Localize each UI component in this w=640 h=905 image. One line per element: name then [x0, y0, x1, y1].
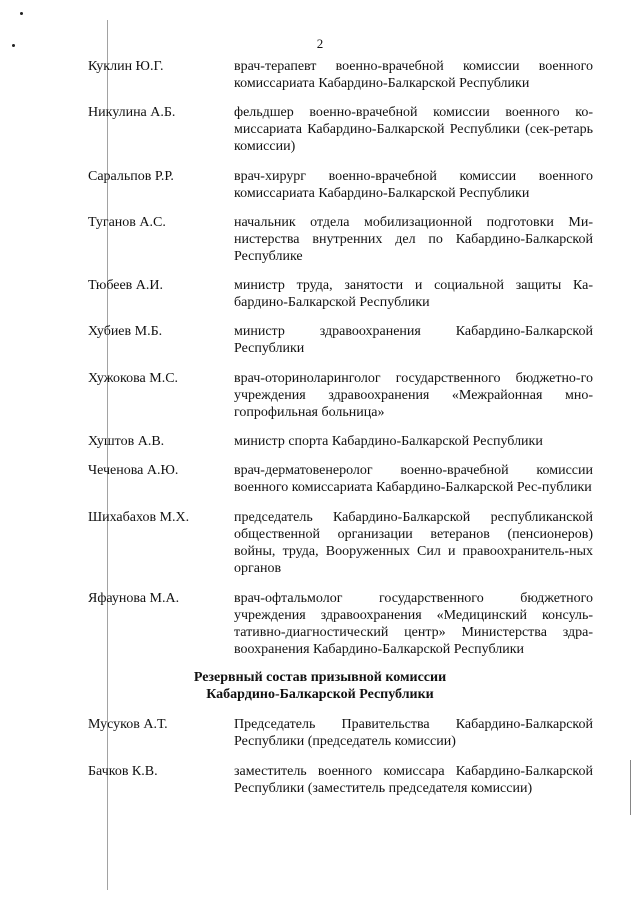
member-row: [88, 168, 593, 202]
scan-speck: [20, 12, 23, 15]
member-role: Председатель Правительства Кабардино-Балкарской Республики (председатель комиссии): [234, 717, 593, 749]
member-role: врач-дерматовенеролог военно-врачебной комиссии военного комиссариата Кабардино-Балкарской Рес-публики: [234, 463, 593, 495]
member-name: Хубиев М.Б.: [88, 324, 163, 339]
commission-member-list: [88, 58, 593, 658]
reserve-heading-line: Резервный состав призывной комиссии: [193, 670, 447, 685]
member-name: Яфаунова М.А.: [88, 591, 180, 606]
member-row: [88, 462, 593, 496]
reserve-heading-line: Кабардино-Балкарской Республики: [206, 687, 434, 702]
member-role: начальник отдела мобилизационной подготовки Ми-нистерства внутренних дел по Кабардино-Балкарской Республике: [234, 215, 593, 264]
member-name: Хужокова М.С.: [88, 371, 179, 386]
reserve-member-row: [88, 716, 593, 750]
member-role: председатель Кабардино-Балкарской республиканской общественной организации ветеранов (пенсионеров) войны, труда, Вооруженных Сил и правоохранитель-ных органов: [234, 510, 593, 576]
member-role: министр здравоохранения Кабардино-Балкарской Республики: [234, 324, 593, 356]
member-role: врач-оториноларинголог государственного бюджетно-го учреждения здравоохранения «Межрайонная мно-гопрофильная больница»: [234, 371, 593, 420]
member-row: [88, 370, 593, 421]
member-role: врач-хирург военно-врачебной комиссии военного комиссариата Кабардино-Балкарской Республики: [234, 169, 593, 201]
member-role: министр спорта Кабардино-Балкарской Республики: [234, 434, 543, 449]
member-name: Тюбеев А.И.: [88, 278, 164, 293]
member-row: [88, 104, 593, 155]
member-role: министр труда, занятости и социальной защиты Ка-бардино-Балкарской Республики: [234, 278, 593, 310]
member-name: Куклин Ю.Г.: [88, 59, 164, 74]
member-name: Хуштов А.В.: [88, 434, 165, 449]
member-name: Саральпов Р.Р.: [88, 169, 174, 184]
member-row: [88, 509, 593, 577]
page-number: 2: [316, 36, 324, 51]
member-name: Чеченова А.Ю.: [88, 463, 179, 478]
member-row: [88, 58, 593, 92]
member-role: фельдшер военно-врачебной комиссии военного ко-миссариата Кабардино-Балкарской Республики (сек-ретарь комиссии): [234, 105, 593, 154]
member-row: [88, 590, 593, 658]
reserve-member-list: [88, 716, 593, 797]
member-row: [88, 433, 593, 450]
member-row: [88, 214, 593, 265]
member-role: врач-терапевт военно-врачебной комиссии военного комиссариата Кабардино-Балкарской Республики: [234, 59, 593, 91]
member-role: заместитель военного комиссара Кабардино-Балкарской Республики (заместитель председателя комиссии): [234, 764, 593, 796]
member-row: [88, 277, 593, 311]
member-row: [88, 323, 593, 357]
member-name: Бачков К.В.: [88, 764, 158, 779]
member-name: Никулина А.Б.: [88, 105, 176, 120]
reserve-member-row: [88, 763, 593, 797]
member-name: Шихабахов М.Х.: [88, 510, 190, 525]
member-role: врач-офтальмолог государственного бюджетного учреждения здравоохранения «Медицинский консуль-тативно-диагностический центр» Министерства здра-воохранения Кабардино-Балкарской Республики: [234, 591, 593, 657]
member-name: Мусуков А.Т.: [88, 717, 168, 732]
scan-edge-line: [630, 760, 631, 815]
member-name: Туганов А.С.: [88, 215, 166, 230]
reserve-section-heading: [0, 669, 640, 703]
